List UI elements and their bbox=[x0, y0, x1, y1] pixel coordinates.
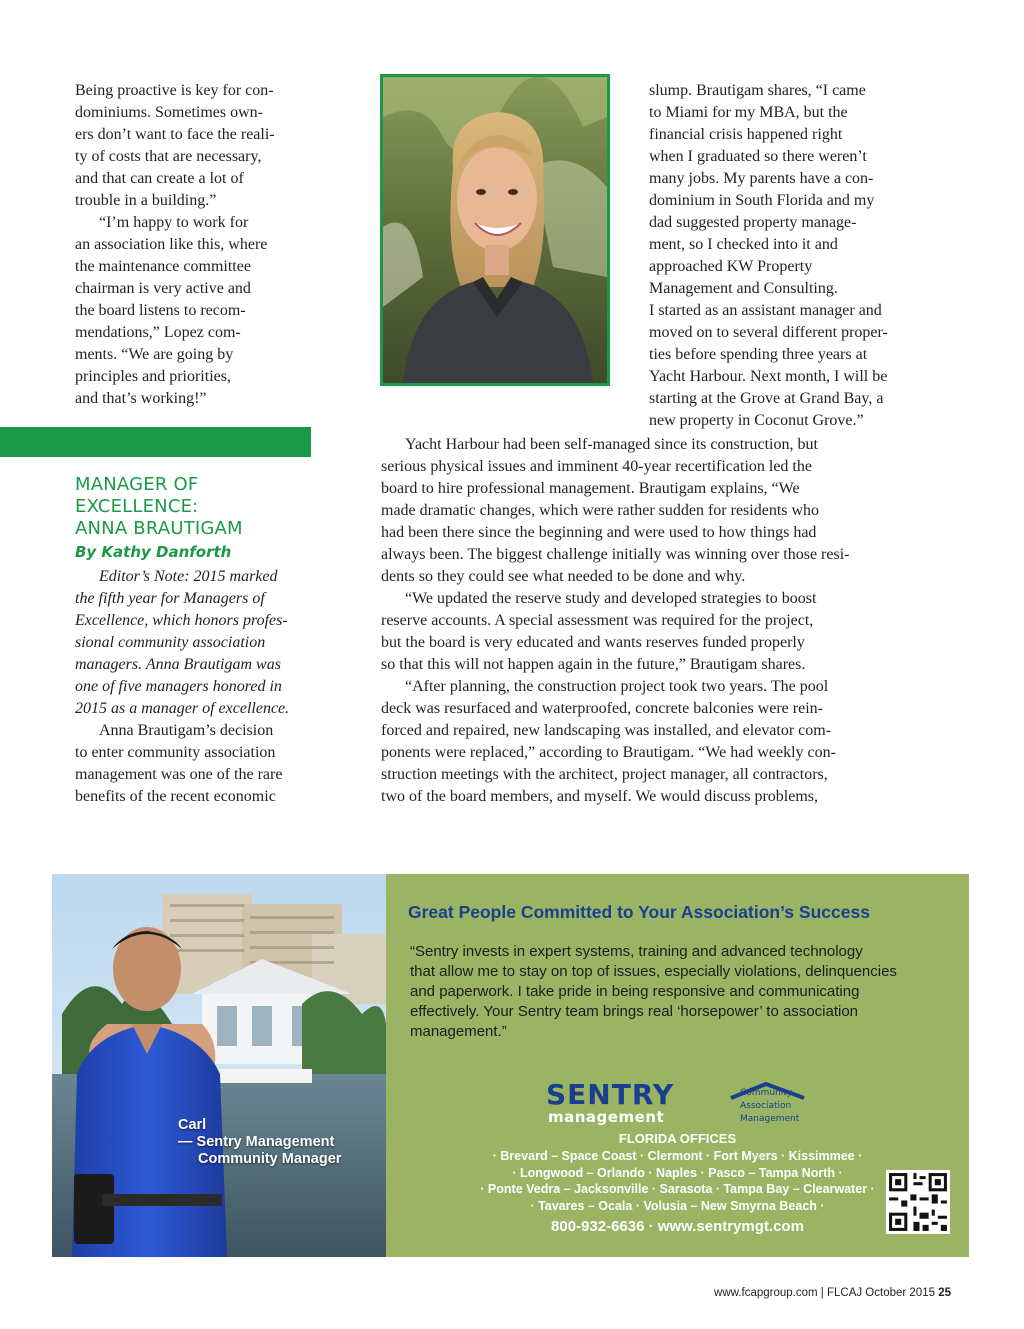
badge-line: Association bbox=[740, 1101, 792, 1111]
caption-line: Community Manager bbox=[198, 1151, 342, 1167]
left-column-top-text bbox=[75, 80, 315, 410]
body-text-line: made dramatic changes, which were rather sudden for residents who bbox=[381, 502, 820, 519]
body-text-line: trouble in a building.” bbox=[75, 192, 217, 209]
body-text-line: forced and repaired, new landscaping was installed, and elevator com- bbox=[381, 722, 832, 739]
body-text-line: struction meetings with the architect, project manager, all contractors, bbox=[381, 766, 828, 783]
ad-offices-title: FLORIDA OFFICES bbox=[618, 1131, 737, 1146]
body-text-line: new property in Coconut Grove.” bbox=[649, 412, 864, 429]
section-heading bbox=[75, 474, 315, 540]
body-text-line: ers don’t want to face the reali- bbox=[75, 126, 275, 143]
body-text-line: Being proactive is key for con- bbox=[75, 82, 274, 99]
body-text-line: many jobs. My parents have a con- bbox=[649, 170, 874, 187]
body-text-line: mendations,” Lopez com- bbox=[75, 324, 241, 341]
body-text-line: board to hire professional management. Brautigam explains, “We bbox=[381, 480, 800, 497]
sentry-advertisement[interactable] bbox=[52, 874, 969, 1257]
body-text-line: chairman is very active and bbox=[75, 280, 251, 297]
heading-line: ANNA BRAUTIGAM bbox=[75, 518, 243, 539]
badge-line: Community bbox=[740, 1088, 793, 1098]
body-text-line: dad suggested property manage- bbox=[649, 214, 857, 231]
body-text-line: financial crisis happened right bbox=[649, 126, 843, 143]
body-text-line: Management and Consulting. bbox=[649, 280, 838, 297]
body-text-line: two of the board members, and myself. We would discuss problems, bbox=[381, 788, 819, 805]
body-text-line: Yacht Harbour. Next month, I will be bbox=[649, 368, 888, 385]
ad-testimonial-quote bbox=[410, 942, 955, 1042]
body-text-line: ponents were replaced,” according to Brautigam. “We had weekly con- bbox=[381, 744, 836, 761]
body-text-line: “We updated the reserve study and developed strategies to boost bbox=[405, 590, 817, 607]
body-text-line: management was one of the rare bbox=[75, 766, 283, 783]
badge-line: Management bbox=[740, 1114, 800, 1124]
offices-line: · Ponte Vedra – Jacksonville · Sarasota · Tampa Bay – Clearwater · bbox=[480, 1182, 875, 1196]
body-text-line: Yacht Harbour had been self-managed since its construction, but bbox=[405, 436, 818, 453]
footer-site[interactable]: www.fcapgroup.com bbox=[714, 1287, 818, 1299]
editor-note-line: 2015 as a manager of excellence. bbox=[75, 700, 290, 717]
ad-text-panel bbox=[386, 874, 969, 1257]
body-text-line: serious physical issues and imminent 40-year recertification led the bbox=[381, 458, 812, 475]
editor-note-line: Editor’s Note: 2015 marked bbox=[99, 568, 278, 585]
body-text-line: and that’s working!” bbox=[75, 390, 207, 407]
caption-line: — Sentry Management bbox=[178, 1134, 335, 1150]
portrait-illustration bbox=[383, 77, 607, 383]
footer-publication: FLCAJ October 2015 bbox=[826, 1287, 935, 1299]
body-text-line: and that can create a lot of bbox=[75, 170, 244, 187]
body-text-line: principles and priorities, bbox=[75, 368, 231, 385]
ad-photo-caption bbox=[178, 1117, 341, 1168]
heading-line: MANAGER OF bbox=[75, 474, 199, 495]
quote-line: management.” bbox=[410, 1023, 507, 1040]
editor-note-line: the fifth year for Managers of bbox=[75, 590, 265, 607]
sentry-management-logo bbox=[546, 1078, 866, 1128]
body-text-line: ties before spending three years at bbox=[649, 346, 868, 363]
body-text-line: so that this will not happen again in the future,” Brautigam shares. bbox=[381, 656, 806, 673]
quote-line: and paperwork. I take pride in being responsive and communicating bbox=[410, 983, 860, 1000]
body-text-line: ty of costs that are necessary, bbox=[75, 148, 262, 165]
ad-headline: Great People Committed to Your Association’s Success bbox=[408, 902, 870, 922]
editor-note-line: sional community association bbox=[75, 634, 266, 651]
ad-contact-info[interactable]: 800-932-6636 · www.sentrymgt.com bbox=[551, 1218, 804, 1235]
body-text-line: an association like this, where bbox=[75, 236, 268, 253]
body-text-line: approached KW Property bbox=[649, 258, 813, 275]
portrait-photo bbox=[380, 74, 610, 386]
body-text-line: ment, so I checked into it and bbox=[649, 236, 838, 253]
body-text-line: to Miami for my MBA, but the bbox=[649, 104, 848, 121]
right-column-text bbox=[649, 80, 919, 432]
body-text-line: deck was resurfaced and waterproofed, concrete balconies were rein- bbox=[381, 700, 823, 717]
ad-photo-carl bbox=[52, 874, 386, 1257]
qr-code-icon[interactable] bbox=[886, 1170, 950, 1234]
caption-line: Carl bbox=[178, 1117, 207, 1133]
body-text-line: Anna Brautigam’s decision bbox=[99, 722, 274, 739]
offices-line: · Brevard – Space Coast · Clermont · Fort Myers · Kissimmee · bbox=[492, 1149, 863, 1163]
body-text-line: always been. The biggest challenge initially was winning over those resi- bbox=[381, 546, 850, 563]
body-text-line: dominium in South Florida and my bbox=[649, 192, 875, 209]
ad-photo-illustration bbox=[52, 874, 386, 1257]
body-text-line: the board listens to recom- bbox=[75, 302, 246, 319]
body-text-line: starting at the Grove at Grand Bay, a bbox=[649, 390, 884, 407]
body-text-line: slump. Brautigam shares, “I came bbox=[649, 82, 866, 99]
page-number: 25 bbox=[938, 1287, 951, 1299]
body-text-line: “After planning, the construction project took two years. The pool bbox=[405, 678, 829, 695]
section-divider-bar bbox=[0, 427, 311, 457]
body-text-line: when I graduated so there weren’t bbox=[649, 148, 867, 165]
body-text-line: to enter community association bbox=[75, 744, 276, 761]
heading-line: EXCELLENCE: bbox=[75, 496, 199, 517]
quote-line: effectively. Your Sentry team brings real ‘horsepower’ to association bbox=[410, 1003, 859, 1020]
page-footer bbox=[714, 1287, 951, 1299]
editor-note-line: Excellence, which honors profes- bbox=[75, 612, 288, 629]
body-text-line: I started as an assistant manager and bbox=[649, 302, 882, 319]
body-text-line: the maintenance committee bbox=[75, 258, 251, 275]
body-text-line: had been there since the beginning and were used to how things had bbox=[381, 524, 817, 541]
editor-note-line: one of five managers honored in bbox=[75, 678, 282, 695]
editor-note-line: managers. Anna Brautigam was bbox=[75, 656, 281, 673]
quote-line: “Sentry invests in expert systems, training and advanced technology bbox=[410, 943, 863, 960]
body-text-line: but the board is very educated and wants reserves funded properly bbox=[381, 634, 805, 651]
offices-line: · Longwood – Orlando · Naples · Pasco – Tampa North · bbox=[512, 1165, 843, 1180]
body-text-line: dents so they could see what needed to be done and why. bbox=[381, 568, 746, 585]
footer-separator: | bbox=[820, 1287, 827, 1299]
wide-column-text bbox=[381, 434, 926, 808]
quote-line: that allow me to stay on top of issues, especially violations, delinquencies bbox=[410, 963, 897, 980]
body-text-line: moved on to several different proper- bbox=[649, 324, 888, 341]
body-text-line: reserve accounts. A special assessment was required for the project, bbox=[381, 612, 814, 629]
logo-word-sentry: SENTRY bbox=[546, 1078, 675, 1111]
left-column-bottom-text bbox=[75, 566, 315, 808]
offices-line: · Tavares – Ocala · Volusia – New Smyrna Beach · bbox=[530, 1198, 825, 1213]
body-text-line: benefits of the recent economic bbox=[75, 788, 276, 805]
byline: By Kathy Danforth bbox=[75, 543, 232, 561]
body-text-line: ments. “We are going by bbox=[75, 346, 234, 363]
logo-word-management: management bbox=[548, 1108, 665, 1126]
ad-offices-list bbox=[386, 1148, 969, 1214]
body-text-line: dominiums. Sometimes own- bbox=[75, 104, 263, 121]
body-text-line: “I’m happy to work for bbox=[99, 214, 249, 231]
